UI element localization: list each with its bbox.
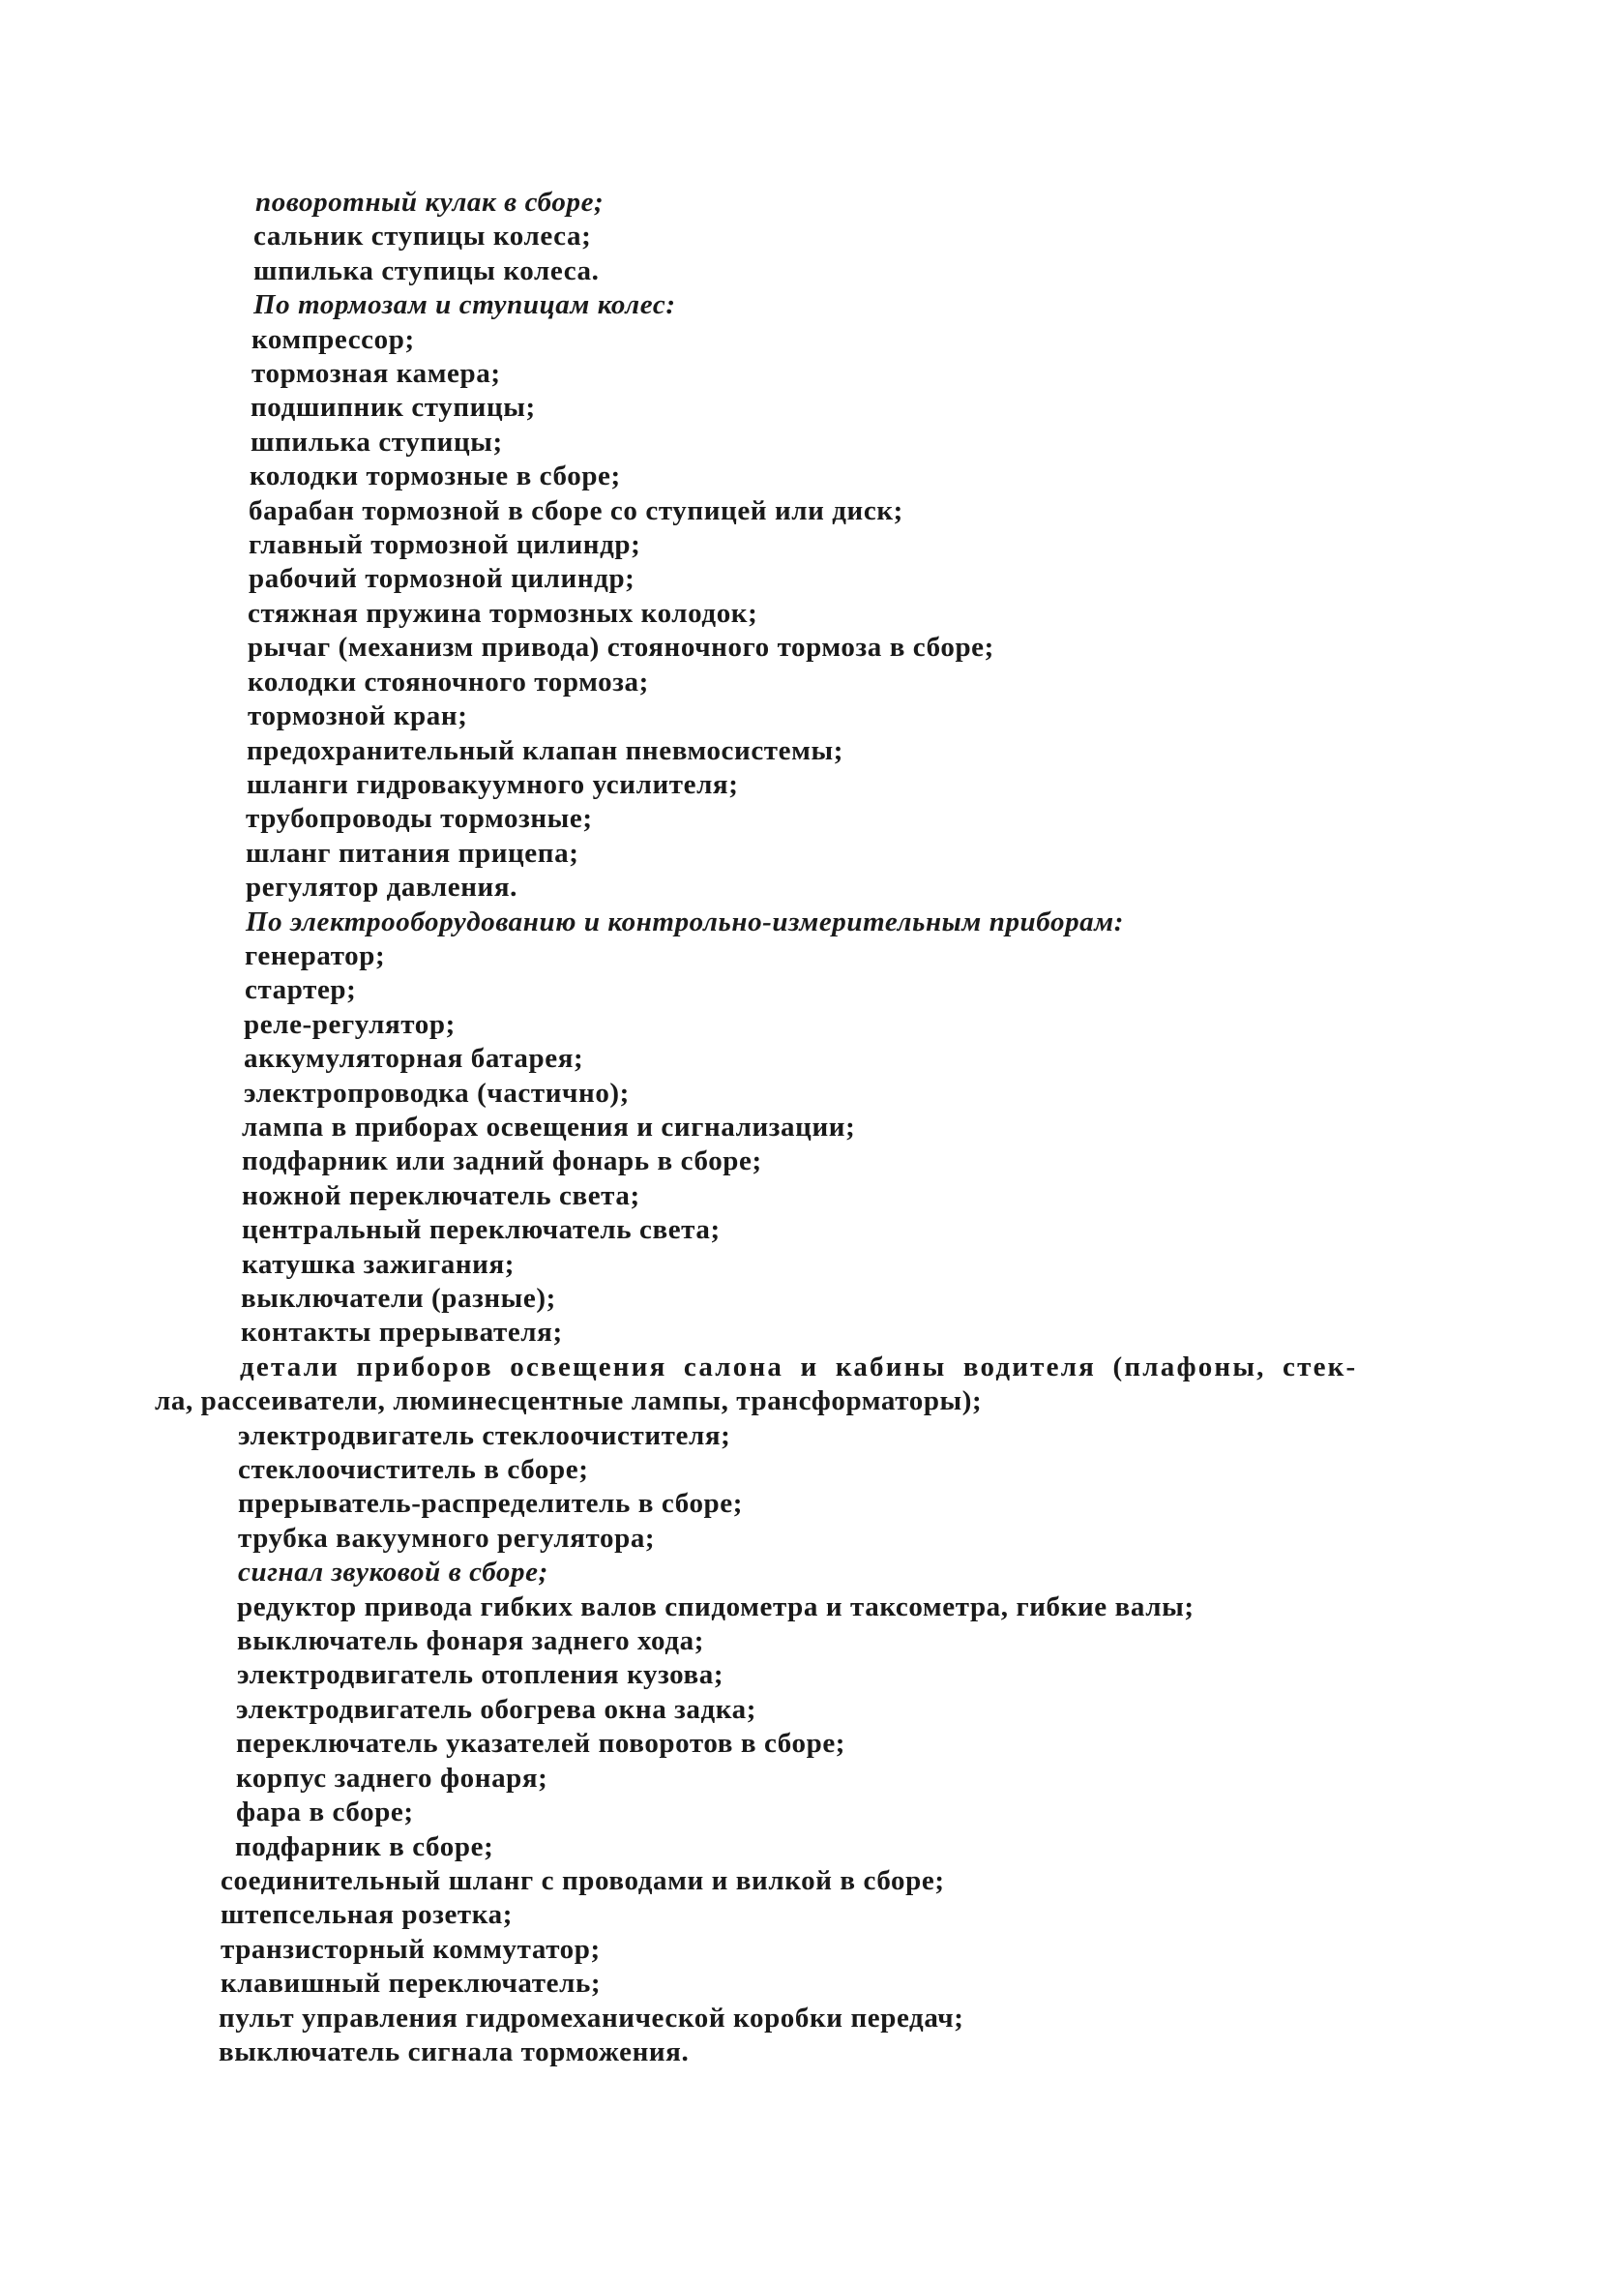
list-item: реле-регулятор; <box>244 1008 456 1040</box>
list-item: прерыватель-распределитель в сборе; <box>238 1488 744 1520</box>
list-item: электродвигатель стеклоочистителя; <box>238 1419 731 1451</box>
list-item: выключатели (разные); <box>241 1283 556 1314</box>
list-item: барабан тормозной в сборе со ступицей или диск; <box>249 494 903 526</box>
list-item: рабочий тормозной цилиндр; <box>249 563 635 595</box>
list-item: соединительный шланг с проводами и вилкой в сборе; <box>221 1864 945 1896</box>
list-item: рычаг (механизм привода) стояночного тормоза в сборе; <box>248 632 994 664</box>
list-item: корпус заднего фонаря; <box>236 1762 548 1794</box>
list-item: колодки тормозные в сборе; <box>250 460 621 492</box>
section-heading: По тормозам и ступицам колес: <box>253 289 676 321</box>
list-item: главный тормозной цилиндр; <box>249 529 641 561</box>
list-item: детали приборов освещения салона и кабины водителя (плафоны, стек- <box>240 1351 1358 1382</box>
list-item: подфарник в сборе; <box>235 1830 494 1862</box>
list-item: стяжная пружина тормозных колодок; <box>248 597 758 629</box>
list-item: подфарник или задний фонарь в сборе; <box>242 1145 762 1177</box>
list-item: аккумуляторная батарея; <box>244 1043 584 1075</box>
list-item: трубка вакуумного регулятора; <box>238 1522 656 1554</box>
list-item: поворотный кулак в сборе; <box>255 187 605 218</box>
list-item: сигнал звуковой в сборе; <box>238 1557 548 1589</box>
list-item: редуктор привода гибких валов спидометра и таксометра, гибкие валы; <box>237 1590 1195 1622</box>
list-item: трубопроводы тормозные; <box>246 803 593 835</box>
list-item: штепсельная розетка; <box>221 1899 513 1931</box>
list-item: генератор; <box>245 939 386 971</box>
list-item: электродвигатель отопления кузова; <box>237 1659 724 1691</box>
list-item: компрессор; <box>251 323 415 355</box>
list-item: ла, рассеиватели, люминесцентные лампы, трансформаторы); <box>155 1385 983 1417</box>
list-item: катушка зажигания; <box>242 1248 516 1280</box>
list-item: пульт управления гидромеханической коробки передач; <box>219 2002 964 2034</box>
list-item: транзисторный коммутатор; <box>221 1933 601 1965</box>
list-item: колодки стояночного тормоза; <box>248 666 649 698</box>
list-item: ножной переключатель света; <box>242 1179 640 1211</box>
list-item: электропроводка (частично); <box>244 1077 630 1109</box>
list-item: электродвигатель обогрева окна задка; <box>236 1693 756 1725</box>
list-item: шланг питания прицепа; <box>246 837 579 869</box>
list-item: лампа в приборах освещения и сигнализации; <box>242 1111 856 1143</box>
list-item: стартер; <box>245 974 357 1006</box>
list-item: тормозной кран; <box>248 700 468 732</box>
section-heading: По электрооборудованию и контрольно-измерительным приборам: <box>246 906 1124 937</box>
list-item: предохранительный клапан пневмосистемы; <box>247 734 843 766</box>
list-item: стеклоочиститель в сборе; <box>238 1454 589 1486</box>
list-item: выключатель фонаря заднего хода; <box>237 1625 704 1657</box>
list-item: шланги гидровакуумного усилителя; <box>247 768 739 800</box>
list-item: сальник ступицы колеса; <box>253 221 592 252</box>
list-item: клавишный переключатель; <box>221 1968 602 2000</box>
list-item: переключатель указателей поворотов в сборе; <box>236 1728 846 1760</box>
list-item: шпилька ступицы колеса. <box>253 254 600 286</box>
list-item: тормозная камера; <box>251 358 501 390</box>
list-item: подшипник ступицы; <box>251 392 536 424</box>
list-item: шпилька ступицы; <box>251 426 503 458</box>
list-item: фара в сборе; <box>236 1797 414 1828</box>
list-item: выключатель сигнала торможения. <box>219 2035 690 2067</box>
list-item: контакты прерывателя; <box>241 1317 563 1349</box>
list-item: центральный переключатель света; <box>242 1214 721 1246</box>
parts-list <box>155 186 1509 2069</box>
list-item: регулятор давления. <box>246 872 517 904</box>
